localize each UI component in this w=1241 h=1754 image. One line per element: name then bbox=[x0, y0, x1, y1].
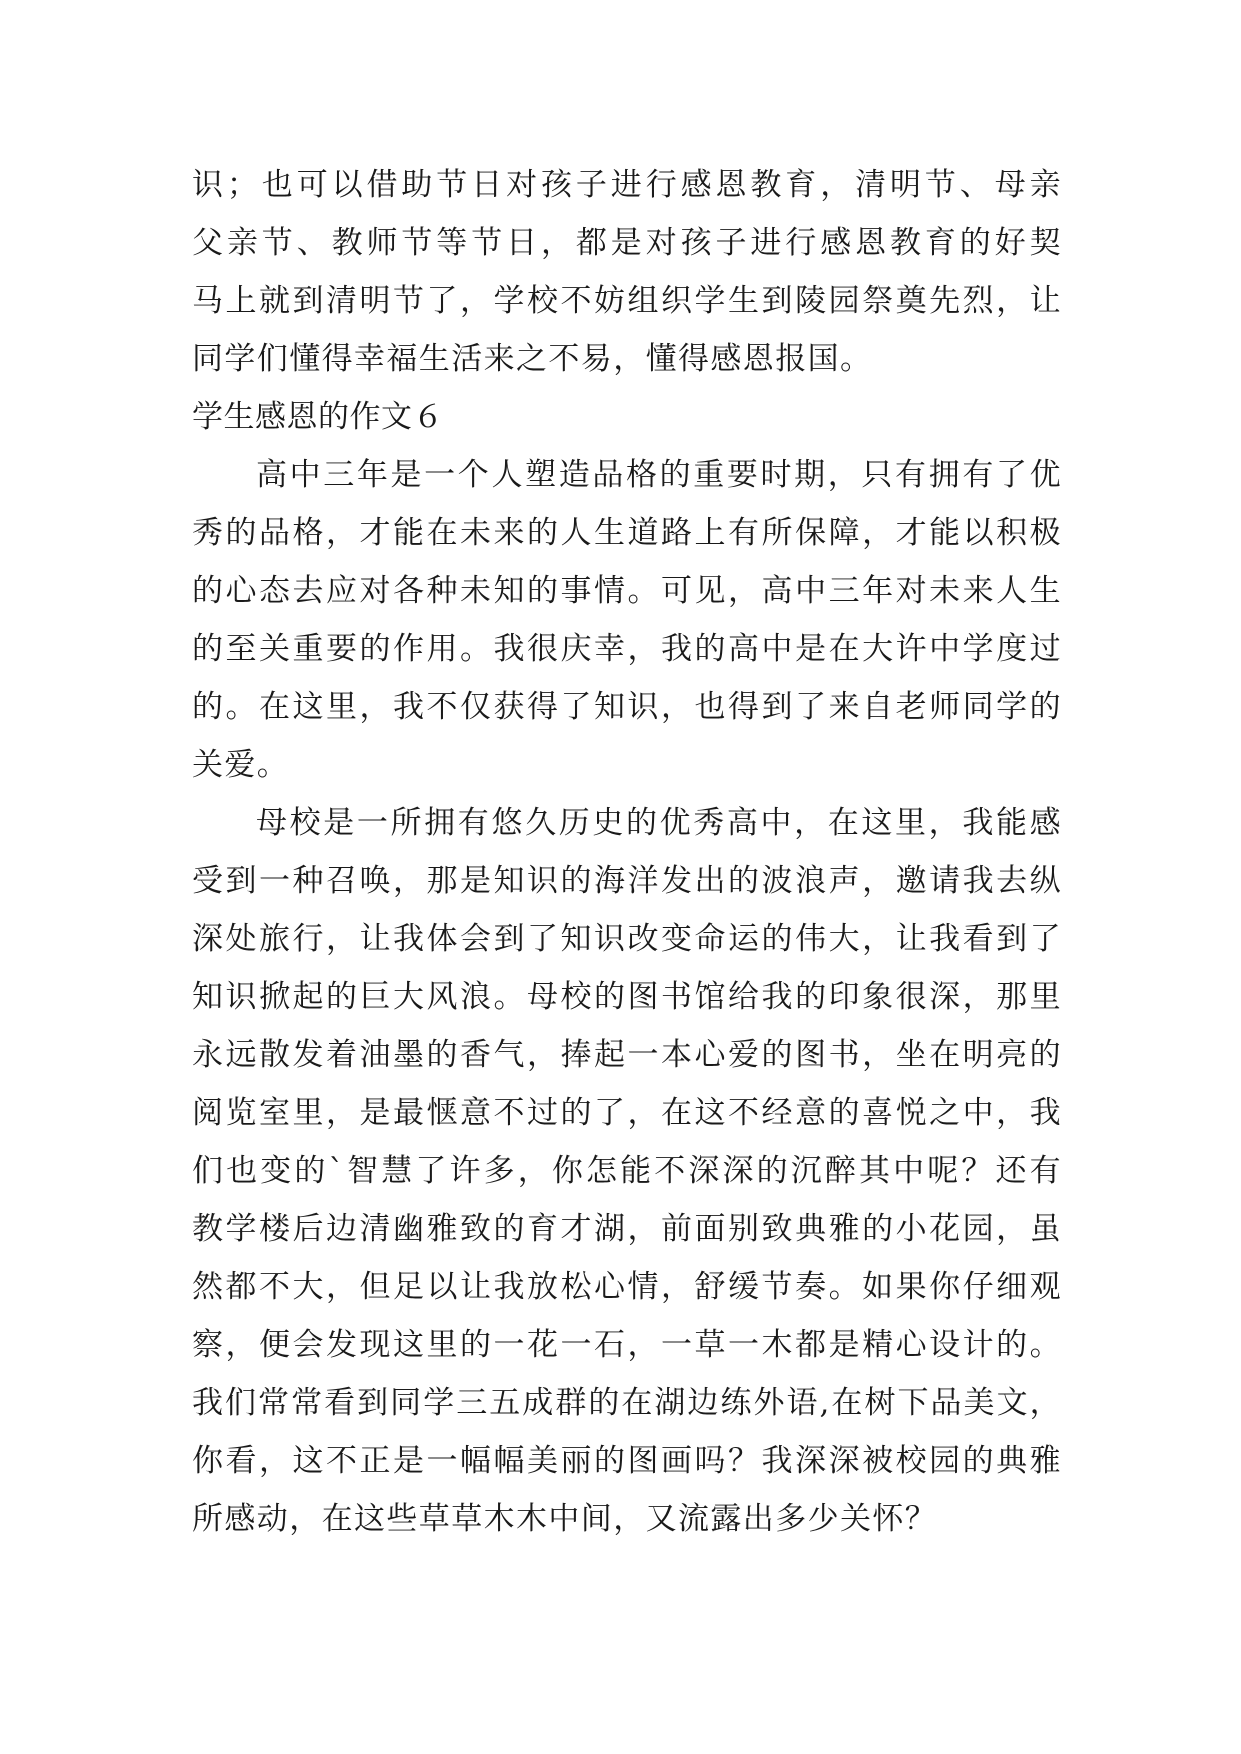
paragraph-line: 我们常常看到同学三五成群的在湖边练外语,在树下品美文， bbox=[192, 1385, 1062, 1421]
paragraph-line: 你看，这不正是一幅幅美丽的图画吗？我深深被校园的典雅 bbox=[192, 1443, 1062, 1479]
paragraph-line: 母校是一所拥有悠久历史的优秀高中，在这里，我能感 bbox=[256, 805, 1062, 841]
paragraph-line: 知识掀起的巨大风浪。母校的图书馆给我的印象很深，那里 bbox=[192, 979, 1062, 1015]
intro-line: 马上就到清明节了，学校不妨组织学生到陵园祭奠先烈，让 bbox=[192, 283, 1062, 319]
paragraph-line: 然都不大，但足以让我放松心情，舒缓节奏。如果你仔细观 bbox=[192, 1269, 1062, 1305]
section-title: 学生感恩的作文６ bbox=[192, 399, 444, 435]
paragraph-line: 所感动，在这些草草木木中间，又流露出多少关怀？ bbox=[192, 1501, 938, 1537]
paragraph-line: 关爱。 bbox=[192, 747, 290, 783]
document-body bbox=[192, 156, 1062, 1548]
paragraph-line: 秀的品格，才能在未来的人生道路上有所保障，才能以积极 bbox=[192, 515, 1062, 551]
paragraph-line: 的。在这里，我不仅获得了知识，也得到了来自老师同学的 bbox=[192, 689, 1062, 725]
paragraph-line: 们也变的`智慧了许多，你怎能不深深的沉醉其中呢？还有 bbox=[192, 1153, 1062, 1189]
paragraph-line: 的心态去应对各种未知的事情。可见，高中三年对未来人生 bbox=[192, 573, 1062, 609]
intro-line: 同学们懂得幸福生活来之不易，懂得感恩报国。 bbox=[192, 341, 873, 377]
paragraph-line: 的至关重要的作用。我很庆幸，我的高中是在大许中学度过 bbox=[192, 631, 1062, 667]
paragraph-line: 高中三年是一个人塑造品格的重要时期，只有拥有了优 bbox=[256, 457, 1062, 493]
paragraph-line: 教学楼后边清幽雅致的育才湖，前面别致典雅的小花园，虽 bbox=[192, 1211, 1062, 1247]
paragraph-line: 阅览室里，是最惬意不过的了，在这不经意的喜悦之中，我 bbox=[192, 1095, 1062, 1131]
paragraph-line: 察，便会发现这里的一花一石，一草一木都是精心设计的。 bbox=[192, 1327, 1062, 1363]
intro-line: 识；也可以借助节日对孩子进行感恩教育，清明节、母亲 bbox=[192, 167, 1062, 203]
paragraph-line: 深处旅行，让我体会到了知识改变命运的伟大，让我看到了 bbox=[192, 921, 1062, 957]
paragraph-line: 永远散发着油墨的香气，捧起一本心爱的图书，坐在明亮的 bbox=[192, 1037, 1062, 1073]
intro-line: 父亲节、教师节等节日，都是对孩子进行感恩教育的好契 bbox=[192, 225, 1062, 261]
paragraph-line: 受到一种召唤，那是知识的海洋发出的波浪声，邀请我去纵 bbox=[192, 863, 1062, 899]
